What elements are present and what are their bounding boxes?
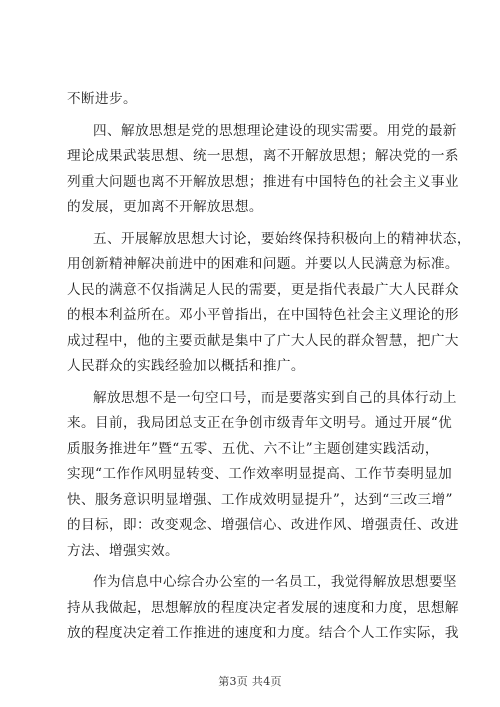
text-line: 持从我做起，思想解放的程度决定者发展的速度和力度，思想解 [67, 599, 459, 616]
text-line: 四、解放思想是党的思想理论建设的现实需要。用党的最新 [93, 122, 457, 139]
text-line: 人民群众的实践经验加以概括和推广。 [67, 358, 305, 374]
text-line: 的目标，即：改变观念、增强信心、改进作风、增强责任、改进 [67, 517, 459, 533]
text-line: 列重大问题也离不开解放思想；推进有中国特色的社会主义事业 [67, 173, 459, 190]
text-line: 方法、增强实效。 [67, 542, 179, 559]
text-line: 来。目前，我局团总支正在争创市级青年文明号。通过开展“优 [67, 415, 453, 431]
text-line: 质服务推进年”暨“五零、五优、六不让”主题创建实践活动， [67, 440, 439, 457]
text-line: 解放思想不是一句空口号，而是要落实到自己的具体行动上 [93, 389, 457, 406]
paragraph-point-four [67, 119, 459, 221]
text-line: 用创新精神解决前进中的困难和问题。并要以人民满意为标准。 [67, 256, 459, 272]
text-line: 人民的满意不仅指满足人民的需要，更是指代表最广大人民群众 [67, 281, 459, 298]
text-line: 的发展，更加离不开解放思想。 [67, 199, 263, 215]
paragraph-action [67, 386, 459, 565]
text-line: 理论成果武装思想、统一思想，离不开解放思想；解决党的一系 [67, 148, 459, 164]
text-line: 成过程中，他的主要贡献是集中了广大人民的群众智慧，把广大 [67, 332, 459, 349]
text-line: 作为信息中心综合办公室的一名员工，我觉得解放思想要坚 [93, 574, 457, 590]
paragraph-continuation [67, 87, 437, 113]
text-line: 不断进步。 [67, 91, 137, 107]
text-line: 的根本利益所在。邓小平曾指出，在中国特色社会主义理论的形 [67, 307, 459, 323]
document-body [67, 87, 471, 653]
text-line: 放的程度决定着工作推进的速度和力度。结合个人工作实际，我 [67, 625, 459, 641]
paragraph-personal [67, 570, 459, 647]
text-line: 五、开展解放思想大讨论，要始终保持积极向上的精神状态， [93, 230, 471, 247]
page-number-footer: 第3页 共4页 [218, 675, 282, 688]
paragraph-point-five [67, 227, 471, 380]
text-line: 实现“工作作风明显转变、工作效率明显提高、工作节奏明显加 [67, 466, 453, 482]
text-line: 快、服务意识明显增强、工作成效明显提升”，达到“三改三增” [67, 491, 453, 508]
